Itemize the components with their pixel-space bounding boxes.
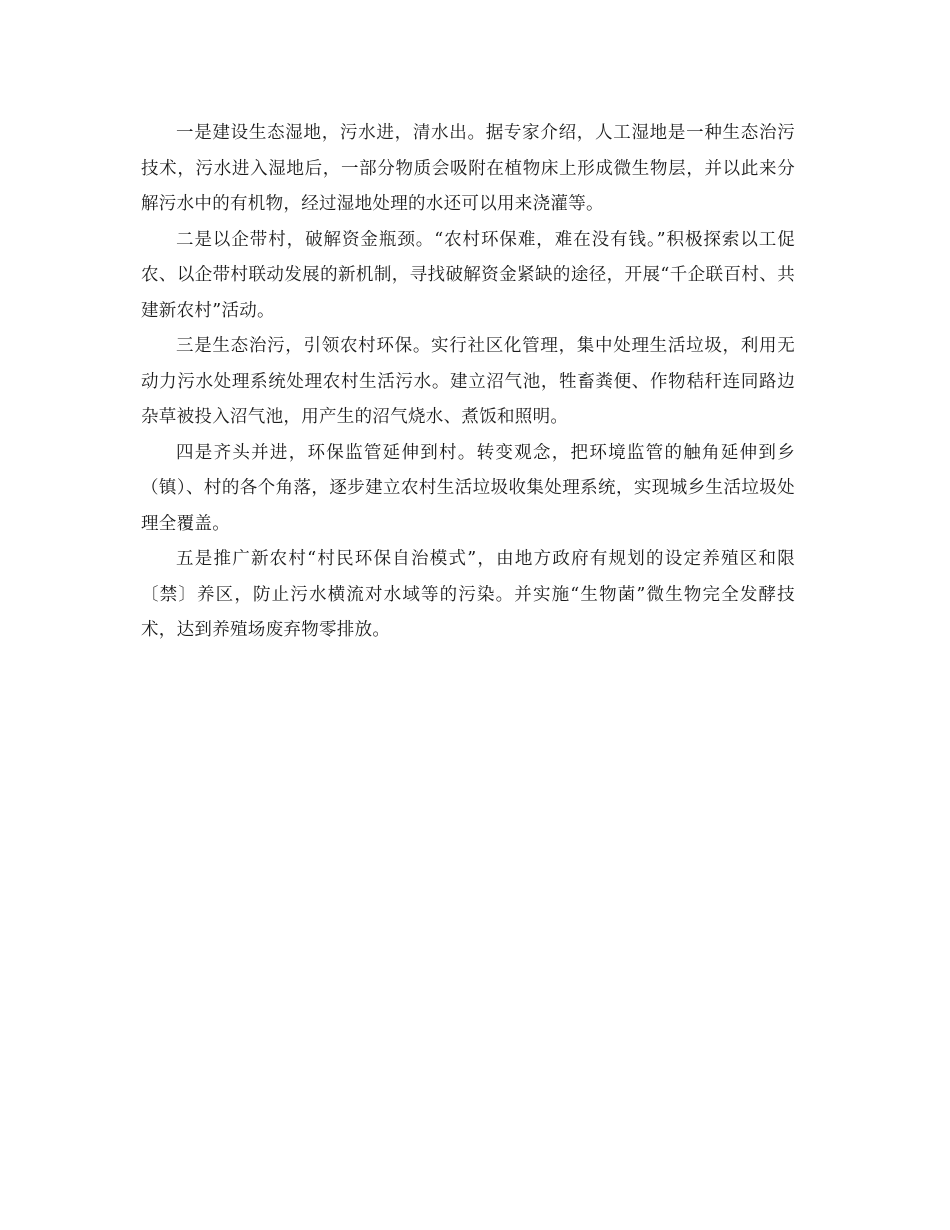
paragraph-1: 一是建设生态湿地，污水进，清水出。据专家介绍，人工湿地是一种生态治污技术，污水进入湿地后，一部分物质会吸附在植物床上形成微生物层，并以此来分解污水中的有机物，经过湿地处理的水还可以用来浇灌等。 — [141, 123, 795, 214]
paragraph-3: 三是生态治污，引领农村环保。实行社区化管理，集中处理生活垃圾，利用无动力污水处理系统处理农村生活污水。建立沼气池，牲畜粪便、作物秸秆连同路边杂草被投入沼气池，用产生的沼气烧水、煮饭和照明。 — [141, 336, 795, 427]
paragraph-2: 二是以企带村，破解资金瓶颈。“农村环保难，难在没有钱。”积极探索以工促农、以企带村联动发展的新机制，寻找破解资金紧缺的途径，开展“千企联百村、共建新农村”活动。 — [141, 229, 795, 321]
paragraph-4: 四是齐头并进，环保监管延伸到村。转变观念，把环境监管的触角延伸到乡（镇）、村的各个角落，逐步建立农村生活垃圾收集处理系统，实现城乡生活垃圾处理全覆盖。 — [141, 442, 795, 534]
document-body — [141, 116, 795, 649]
paragraph-5: 五是推广新农村“村民环保自治模式”，由地方政府有规划的设定养殖区和限〔禁〕养区，防止污水横流对水域等的污染。并实施“生物菌”微生物完全发酵技术，达到养殖场废弃物零排放。 — [141, 549, 795, 640]
